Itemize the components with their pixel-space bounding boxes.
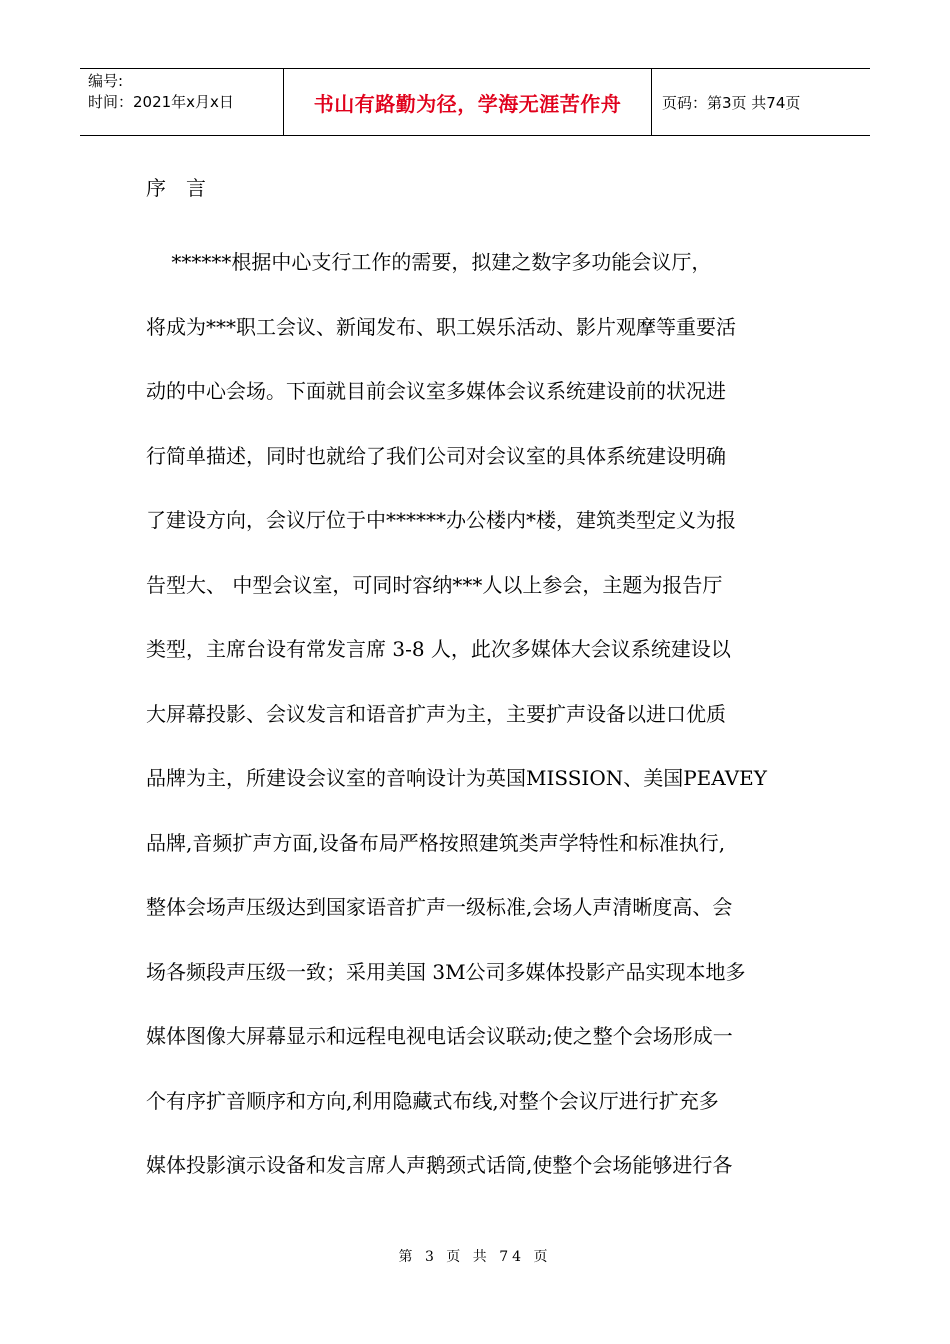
- body-line: 行简单描述，同时也就给了我们公司对会议室的具体系统建设明确: [146, 443, 726, 468]
- date-label: 时间：2021年x月x日: [88, 93, 234, 111]
- body-line: ******根据中心支行工作的需要，拟建之数字多功能会议厅，: [146, 250, 712, 274]
- body-line: 将成为***职工会议、新闻发布、职工娱乐活动、影片观摩等重要活: [146, 314, 736, 339]
- body-line: 整体会场声压级达到国家语音扩声一级标准,会场人声清晰度高、会: [146, 895, 733, 919]
- body-line: 类型，主席台设有常发言席 3-8 人，此次多媒体大会议系统建设以: [146, 637, 731, 661]
- serial-label: 编号:: [88, 72, 124, 90]
- header-page-info: 页码：第3页 共74页: [662, 93, 801, 112]
- body-line: 品牌为主，所建设会议室的音响设计为英国MISSION、美国PEAVEY: [146, 766, 767, 790]
- body-line: 品牌,音频扩声方面,设备布局严格按照建筑类声学特性和标准执行,: [146, 830, 726, 855]
- body-paragraph: [146, 230, 810, 1198]
- body-line: 场各频段声压级一致；采用美国 3M公司多媒体投影产品实现本地多: [146, 959, 746, 984]
- page-footer: 第 3 页 共 74 页: [398, 1249, 552, 1265]
- section-title: 序言: [146, 176, 226, 200]
- body-line: 媒体图像大屏幕显示和远程电视电话会议联动;使之整个会场形成一: [146, 1024, 733, 1048]
- body-line: 动的中心会场。下面就目前会议室多媒体会议系统建设前的状况进: [146, 379, 726, 403]
- body-line: 告型大、 中型会议室，可同时容纳***人以上参会，主题为报告厅: [146, 572, 723, 597]
- page-header: [80, 68, 870, 136]
- body-line: 媒体投影演示设备和发言席人声鹅颈式话筒,使整个会场能够进行各: [146, 1153, 733, 1177]
- body-line: 个有序扩音顺序和方向,利用隐藏式布线,对整个会议厅进行扩充多: [146, 1088, 719, 1113]
- header-meta: [80, 69, 284, 135]
- body-line: 大屏幕投影、会议发言和语音扩声为主，主要扩声设备以进口优质: [146, 701, 726, 726]
- body-line: 了建设方向，会议厅位于中******办公楼内*楼，建筑类型定义为报: [146, 508, 736, 532]
- header-motto: 书山有路勤为径，学海无涯苦作舟: [284, 69, 652, 135]
